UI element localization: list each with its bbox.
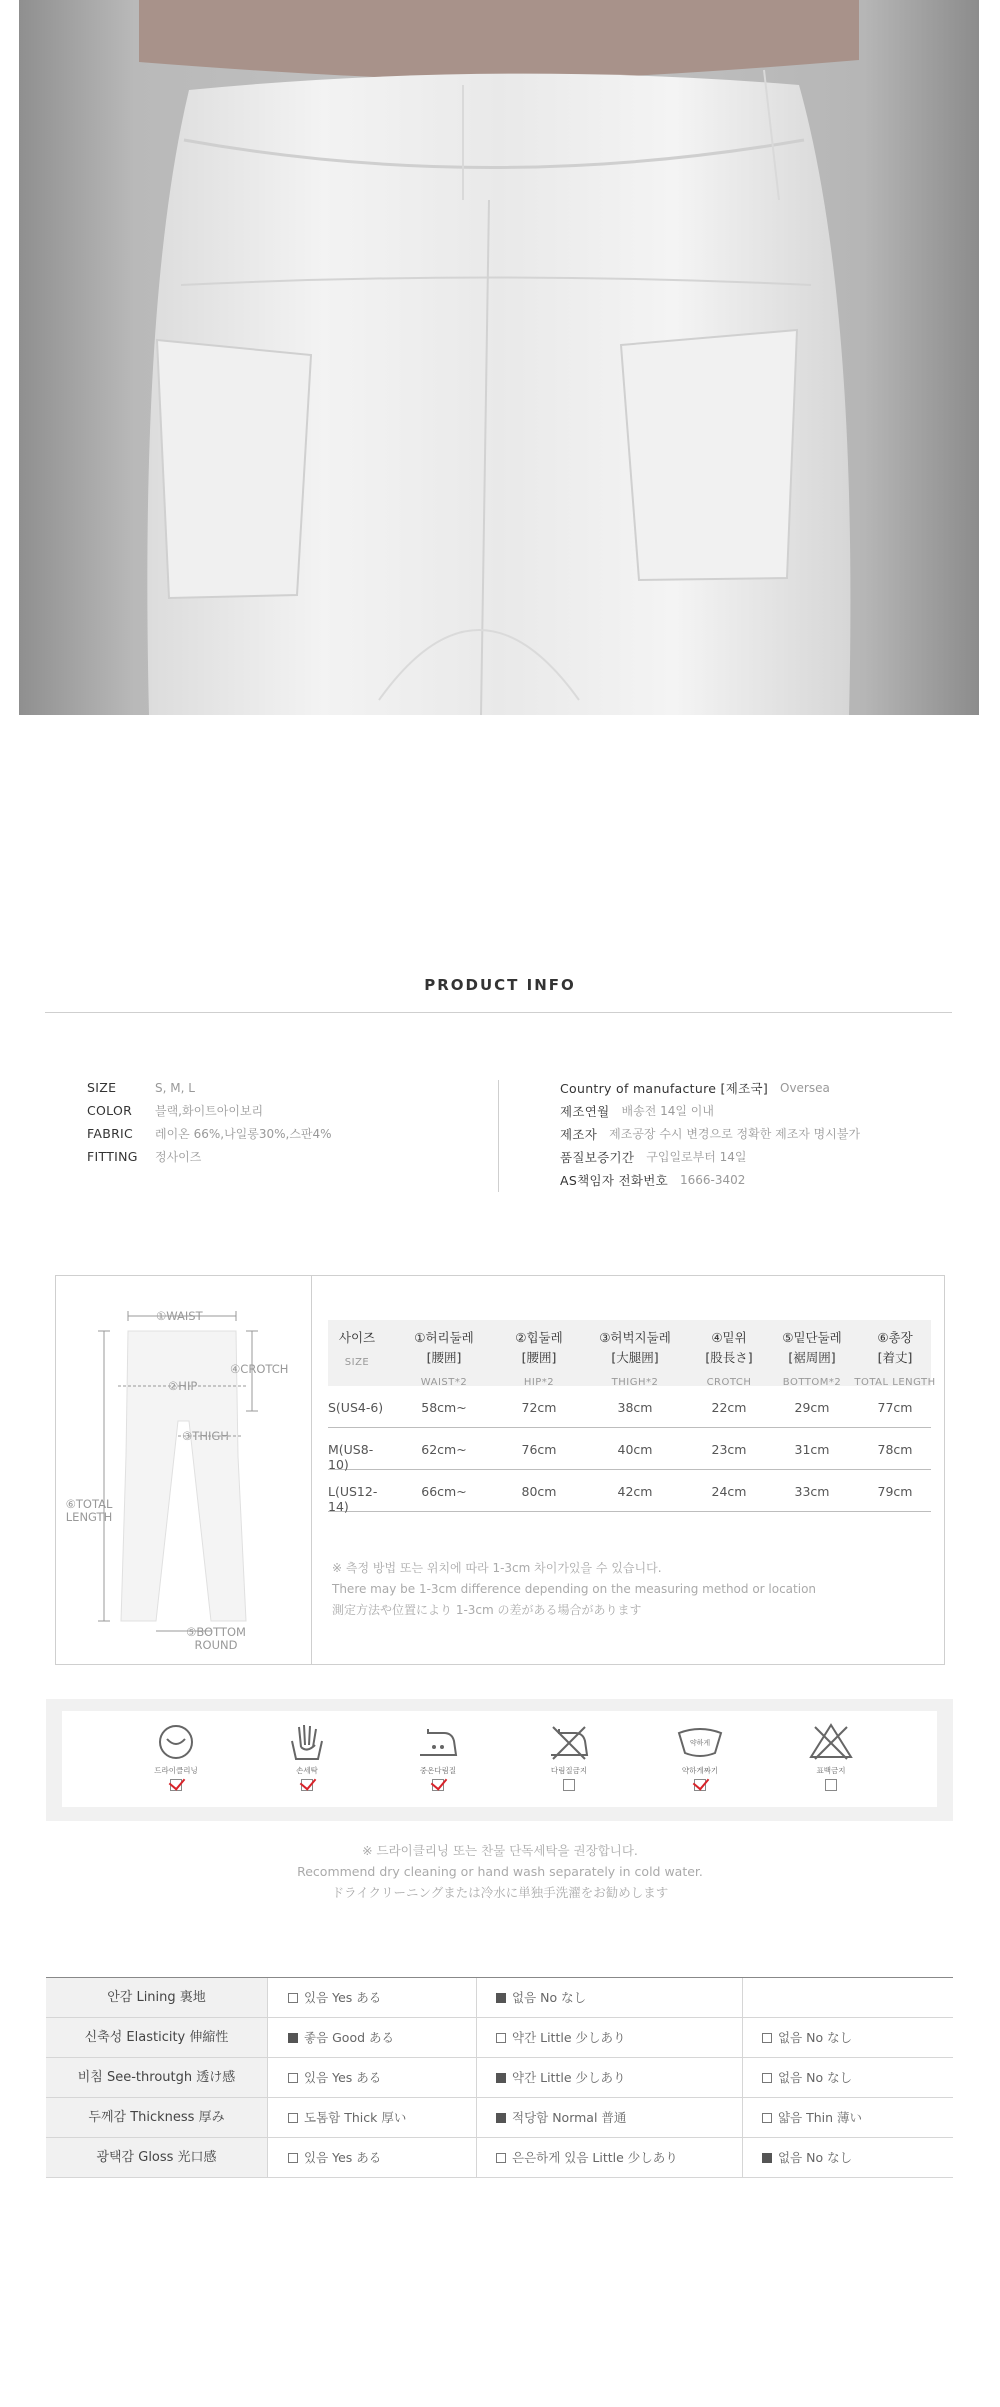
divider bbox=[311, 1276, 312, 1664]
info-value: 1666-3402 bbox=[679, 1172, 746, 1187]
table-cell: 78cm bbox=[877, 1442, 913, 1457]
size-table bbox=[328, 1320, 936, 1514]
table-cell: 23cm bbox=[711, 1442, 747, 1457]
header-text: ④밑위 bbox=[711, 1330, 747, 1345]
total-length-label bbox=[64, 1498, 114, 1524]
note-line: 測定方法や位置により 1-3cm の差がある場合があります bbox=[332, 1603, 642, 1617]
feel-option bbox=[268, 2138, 381, 2177]
header-text: ②힙둘레 bbox=[515, 1330, 563, 1345]
option-box bbox=[762, 2153, 772, 2163]
option-box bbox=[288, 1993, 298, 2003]
header-text: [着丈] bbox=[877, 1350, 913, 1365]
spec-row bbox=[87, 1099, 332, 1122]
care-icons-panel bbox=[62, 1711, 937, 1807]
table-cell: 22cm bbox=[711, 1400, 747, 1415]
care-item bbox=[655, 1723, 745, 1791]
feel-option bbox=[268, 2058, 381, 2097]
column-header bbox=[328, 1328, 386, 1373]
header-sub: SIZE bbox=[344, 1357, 370, 1368]
vertical-divider bbox=[498, 1080, 499, 1192]
note-line: ※ 측정 방법 또는 위치에 따라 1-3cm 차이가있을 수 있습니다. bbox=[332, 1561, 662, 1575]
dry-clean-icon bbox=[131, 1723, 221, 1761]
info-key: AS책임자 전화번호 bbox=[560, 1172, 668, 1188]
table-cell: 42cm bbox=[617, 1484, 653, 1499]
table-cell: 80cm bbox=[521, 1484, 557, 1499]
header-text: ①허리둘레 bbox=[414, 1330, 474, 1345]
table-cell: 66cm~ bbox=[421, 1484, 467, 1499]
feel-label: 두께감 Thickness 厚み bbox=[46, 2098, 268, 2137]
option-text: 있음 Yes ある bbox=[304, 2150, 382, 2165]
feel-option bbox=[268, 2018, 394, 2057]
note-line: ※ 드라이클리닝 또는 찬물 단독세탁을 권장합니다. bbox=[362, 1843, 638, 1858]
size-cell: M(US8-10) bbox=[328, 1442, 374, 1472]
no-bleach-icon bbox=[786, 1723, 876, 1761]
column-header bbox=[580, 1328, 690, 1393]
spec-key: FITTING bbox=[87, 1149, 138, 1164]
product-info-title: PRODUCT INFO bbox=[424, 976, 576, 994]
header-text: 사이즈 bbox=[338, 1330, 376, 1345]
feel-option bbox=[742, 2138, 852, 2177]
thigh-label: ③THIGH bbox=[182, 1429, 229, 1443]
feel-option bbox=[476, 2138, 678, 2177]
spec-value: 정사이즈 bbox=[155, 1150, 202, 1164]
divider bbox=[742, 1978, 743, 2018]
note-line: Recommend dry cleaning or hand wash separately in cold water. bbox=[297, 1864, 703, 1879]
crotch-label: ④CROTCH bbox=[230, 1362, 289, 1376]
care-instructions bbox=[46, 1699, 953, 1821]
spec-key: SIZE bbox=[87, 1080, 117, 1095]
option-box bbox=[496, 1993, 506, 2003]
care-item bbox=[131, 1723, 221, 1791]
care-checkbox bbox=[301, 1779, 313, 1791]
header-text: [腰囲] bbox=[521, 1350, 557, 1365]
care-item bbox=[786, 1723, 876, 1791]
product-specs bbox=[87, 1076, 332, 1168]
care-label: 손세탁 bbox=[296, 1766, 318, 1775]
spec-row bbox=[87, 1122, 332, 1145]
spec-value: S, M, L bbox=[155, 1080, 195, 1095]
feel-row bbox=[46, 2058, 953, 2098]
column-header bbox=[854, 1328, 936, 1393]
care-item bbox=[262, 1723, 352, 1791]
table-cell: 40cm bbox=[617, 1442, 653, 1457]
option-text: 도톰함 Thick 厚い bbox=[304, 2110, 407, 2125]
info-value: 구입일로부터 14일 bbox=[646, 1150, 747, 1164]
option-text: 있음 Yes ある bbox=[304, 2070, 382, 2085]
waist-label: ①WAIST bbox=[156, 1309, 203, 1323]
no-iron-icon bbox=[524, 1723, 614, 1761]
option-box bbox=[288, 2073, 298, 2083]
measurement-notes bbox=[332, 1558, 816, 1621]
table-cell: 29cm bbox=[794, 1400, 830, 1415]
spec-value: 레이온 66%,나일롱30%,스판4% bbox=[155, 1127, 332, 1141]
note-line: There may be 1-3cm difference depending on the measuring method or location bbox=[332, 1582, 817, 1596]
bottom-round-text: ROUND bbox=[194, 1638, 238, 1652]
table-cell: 24cm bbox=[711, 1484, 747, 1499]
feel-row bbox=[46, 2138, 953, 2178]
option-box bbox=[496, 2113, 506, 2123]
note-line: ドライクリーニングまたは冷水に単独手洗濯をお勧めします bbox=[331, 1885, 669, 1900]
divider bbox=[45, 1012, 952, 1013]
info-row bbox=[560, 1099, 860, 1122]
feel-option bbox=[742, 2018, 852, 2057]
bottom-round-label bbox=[186, 1626, 246, 1652]
spec-key: FABRIC bbox=[87, 1126, 134, 1141]
header-sub: BOTTOM*2 bbox=[782, 1377, 842, 1388]
feel-option bbox=[476, 2058, 626, 2097]
table-row bbox=[328, 1386, 931, 1428]
column-header bbox=[500, 1328, 578, 1393]
option-box bbox=[762, 2073, 772, 2083]
feel-label: 광택감 Gloss 光口感 bbox=[46, 2138, 268, 2177]
product-photo bbox=[19, 0, 979, 715]
table-cell: 33cm bbox=[794, 1484, 830, 1499]
option-box bbox=[288, 2033, 298, 2043]
table-cell: 76cm bbox=[521, 1442, 557, 1457]
info-row bbox=[560, 1145, 860, 1168]
manufacture-info bbox=[560, 1076, 860, 1191]
header-sub: THIGH*2 bbox=[611, 1377, 659, 1388]
table-row bbox=[328, 1428, 931, 1470]
option-text: 좋음 Good ある bbox=[304, 2030, 395, 2045]
option-text: 있음 Yes ある bbox=[304, 1990, 382, 2005]
option-box bbox=[762, 2113, 772, 2123]
care-checkbox bbox=[170, 1779, 182, 1791]
info-row bbox=[560, 1168, 860, 1191]
option-text: 얇음 Thin 薄い bbox=[778, 2110, 863, 2125]
header-text: ⑥총장 bbox=[877, 1330, 913, 1345]
net-wash-icon bbox=[655, 1723, 745, 1761]
feel-option bbox=[476, 1978, 586, 2017]
spec-row bbox=[87, 1076, 332, 1099]
care-label: 다림질금지 bbox=[550, 1766, 588, 1775]
info-key: 품질보증기간 bbox=[560, 1149, 635, 1165]
info-value: 배송전 14일 이내 bbox=[621, 1104, 714, 1118]
header-text: ③허벅지둘레 bbox=[599, 1330, 671, 1345]
option-box bbox=[288, 2153, 298, 2163]
iron-icon bbox=[393, 1723, 483, 1761]
feel-label: 신축성 Elasticity 伸縮性 bbox=[46, 2018, 268, 2057]
header-text: [腰囲] bbox=[426, 1350, 462, 1365]
option-box bbox=[496, 2033, 506, 2043]
option-text: 없음 No なし bbox=[778, 2150, 853, 2165]
column-header bbox=[766, 1328, 858, 1393]
option-text: 적당함 Normal 普通 bbox=[512, 2110, 627, 2125]
care-item bbox=[524, 1723, 614, 1791]
total-length-text: LENGTH bbox=[65, 1510, 113, 1524]
header-text: [股長さ] bbox=[705, 1350, 753, 1365]
measurement-diagram bbox=[56, 1276, 311, 1664]
header-sub: TOTAL LENGTH bbox=[854, 1377, 936, 1388]
fabric-feel-table bbox=[46, 1977, 953, 2178]
wash-notes bbox=[0, 1840, 1000, 1903]
care-checkbox bbox=[563, 1779, 575, 1791]
feel-option bbox=[742, 2058, 852, 2097]
header-text: [大腿囲] bbox=[611, 1350, 659, 1365]
table-cell: 58cm~ bbox=[421, 1400, 467, 1415]
size-cell: L(US12-14) bbox=[328, 1484, 378, 1514]
care-checkbox bbox=[825, 1779, 837, 1791]
care-label: 중온다림질 bbox=[419, 1766, 457, 1775]
table-header bbox=[328, 1320, 936, 1388]
feel-option bbox=[476, 2018, 626, 2057]
table-cell: 38cm bbox=[617, 1400, 653, 1415]
info-value: Oversea bbox=[780, 1080, 830, 1095]
option-text: 없음 No なし bbox=[778, 2030, 853, 2045]
table-cell: 62cm~ bbox=[421, 1442, 467, 1457]
total-length-text: ⑥TOTAL bbox=[65, 1497, 113, 1511]
net-wash-text: 약하게 bbox=[689, 1739, 711, 1747]
size-cell: S(US4-6) bbox=[328, 1400, 384, 1415]
info-row bbox=[560, 1076, 860, 1099]
feel-row bbox=[46, 2098, 953, 2138]
care-item bbox=[393, 1723, 483, 1791]
feel-row bbox=[46, 1978, 953, 2018]
header-sub: CROTCH bbox=[706, 1377, 752, 1388]
info-key: Country of manufacture [제조국] bbox=[560, 1080, 768, 1096]
info-value: 제조공장 수시 변경으로 정확한 제조자 명시불가 bbox=[609, 1127, 861, 1141]
column-header bbox=[690, 1328, 768, 1393]
bottom-round-text: ⑤BOTTOM bbox=[186, 1625, 246, 1639]
spec-value: 블랙,화이트아이보리 bbox=[155, 1104, 264, 1118]
option-box bbox=[762, 2033, 772, 2043]
table-cell: 77cm bbox=[877, 1400, 913, 1415]
option-text: 없음 No なし bbox=[512, 1990, 587, 2005]
info-row bbox=[560, 1122, 860, 1145]
option-text: 은은하게 있음 Little 少しあり bbox=[512, 2150, 678, 2165]
table-cell: 79cm bbox=[877, 1484, 913, 1499]
feel-row bbox=[46, 2018, 953, 2058]
table-row bbox=[328, 1470, 931, 1512]
info-key: 제조자 bbox=[560, 1126, 598, 1142]
info-key: 제조연월 bbox=[560, 1103, 610, 1119]
care-label: 약하게짜기 bbox=[681, 1766, 719, 1775]
table-cell: 31cm bbox=[794, 1442, 830, 1457]
option-text: 약간 Little 少しあり bbox=[512, 2030, 626, 2045]
feel-option bbox=[268, 1978, 381, 2017]
feel-option bbox=[476, 2098, 626, 2137]
care-label: 표백금지 bbox=[816, 1766, 846, 1775]
spec-key: COLOR bbox=[87, 1103, 133, 1118]
header-text: [裾周囲] bbox=[788, 1350, 836, 1365]
column-header bbox=[398, 1328, 490, 1393]
option-text: 약간 Little 少しあり bbox=[512, 2070, 626, 2085]
care-checkbox bbox=[694, 1779, 706, 1791]
care-checkbox bbox=[432, 1779, 444, 1791]
spec-row bbox=[87, 1145, 332, 1168]
table-cell: 72cm bbox=[521, 1400, 557, 1415]
feel-label: 비침 See-throutgh 透け感 bbox=[46, 2058, 268, 2097]
hip-label: ②HIP bbox=[168, 1379, 198, 1393]
option-box bbox=[496, 2073, 506, 2083]
option-box bbox=[496, 2153, 506, 2163]
option-box bbox=[288, 2113, 298, 2123]
feel-option bbox=[742, 2098, 862, 2137]
header-sub: WAIST*2 bbox=[420, 1377, 468, 1388]
option-text: 없음 No なし bbox=[778, 2070, 853, 2085]
header-sub: HIP*2 bbox=[523, 1377, 555, 1388]
feel-label: 안감 Lining 裏地 bbox=[46, 1978, 268, 2017]
header-text: ⑤밑단둘레 bbox=[782, 1330, 842, 1345]
feel-option bbox=[268, 2098, 406, 2137]
size-chart bbox=[55, 1275, 945, 1665]
hand-wash-icon bbox=[262, 1723, 352, 1761]
care-label: 드라이클리닝 bbox=[154, 1766, 198, 1775]
